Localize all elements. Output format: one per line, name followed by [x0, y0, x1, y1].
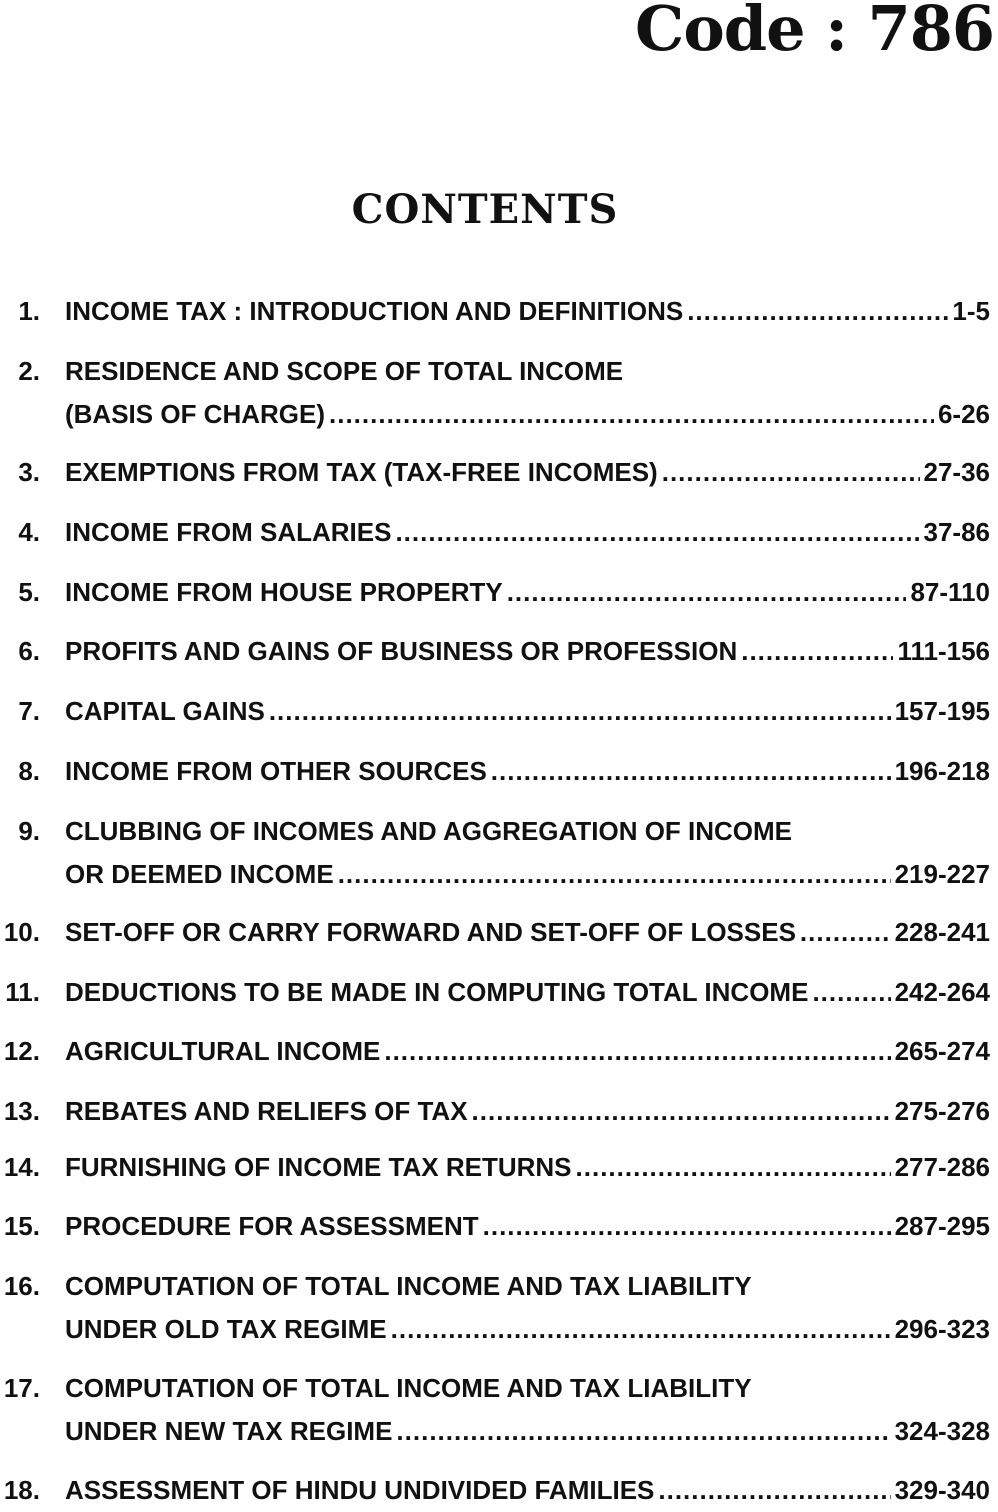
toc-entry-pages: 275-276: [894, 1096, 990, 1126]
toc-entry-title: INCOME FROM OTHER SOURCES: [65, 756, 487, 786]
toc-entry-title: AGRICULTURAL INCOME: [65, 1036, 381, 1066]
toc-entry-pages: 111-156: [897, 636, 990, 666]
dot-leader: [662, 451, 920, 494]
dot-leader: [391, 1308, 891, 1351]
dot-leader: [329, 393, 934, 436]
toc-entry-number: 16.: [3, 1271, 40, 1301]
dot-leader: [395, 511, 919, 554]
toc-entry-number: 10.: [3, 917, 40, 947]
dot-leader: [812, 971, 890, 1014]
toc-entry-pages: 196-218: [894, 756, 990, 786]
toc-entry-number: 2.: [18, 356, 40, 386]
toc-entry-title: REBATES AND RELIEFS OF TAX: [65, 1096, 468, 1126]
toc-entry-pages: 27-36: [923, 457, 990, 487]
toc-entry-title: INCOME TAX : INTRODUCTION AND DEFINITIONS: [65, 296, 684, 326]
dot-leader: [741, 630, 893, 673]
toc-entry-pages: 157-195: [894, 696, 990, 726]
toc-entry-number: 15.: [3, 1211, 40, 1241]
toc-entry-number: 3.: [18, 457, 40, 487]
toc-entry-pages: 324-328: [894, 1416, 990, 1446]
dot-leader: [269, 690, 891, 733]
toc-entry-number: 9.: [18, 816, 40, 846]
dot-leader: [687, 290, 948, 333]
toc-entry-title: UNDER NEW TAX REGIME: [65, 1416, 393, 1446]
toc-entry-pages: 296-323: [894, 1314, 990, 1344]
dot-leader: [472, 1090, 891, 1133]
toc-entry-title-line: RESIDENCE AND SCOPE OF TOTAL INCOME: [65, 356, 624, 386]
toc-entry-title: PROCEDURE FOR ASSESSMENT: [65, 1211, 479, 1241]
dot-leader: [576, 1146, 891, 1189]
toc-entry-pages: 228-241: [894, 917, 990, 947]
toc-entry-number: 6.: [18, 636, 40, 666]
dot-leader: [491, 750, 891, 793]
dot-leader: [384, 1030, 890, 1073]
toc-entry-title: EXEMPTIONS FROM TAX (TAX-FREE INCOMES): [65, 457, 658, 487]
toc-entry-title: (BASIS OF CHARGE): [65, 399, 325, 429]
contents-heading: CONTENTS: [351, 186, 619, 233]
toc-entry-title: FURNISHING OF INCOME TAX RETURNS: [65, 1152, 572, 1182]
dot-leader: [483, 1205, 891, 1248]
dot-leader: [800, 911, 891, 954]
toc-entry-pages: 1-5: [952, 296, 990, 326]
toc-entry-number: 18.: [3, 1475, 40, 1505]
toc-entry-title: UNDER OLD TAX REGIME: [65, 1314, 387, 1344]
toc-entry-title: ASSESSMENT OF HINDU UNDIVIDED FAMILIES: [65, 1475, 655, 1505]
dot-leader: [658, 1469, 890, 1512]
toc-entry-title: PROFITS AND GAINS OF BUSINESS OR PROFESSION: [65, 636, 738, 666]
toc-entry-title: SET-OFF OR CARRY FORWARD AND SET-OFF OF LOSSES: [65, 917, 796, 947]
toc-entry-number: 1.: [18, 296, 40, 326]
toc-entry-title: INCOME FROM SALARIES: [65, 517, 392, 547]
toc-entry-pages: 87-110: [910, 577, 990, 607]
toc-entry-pages: 277-286: [894, 1152, 990, 1182]
dot-leader: [507, 571, 907, 614]
toc-entry-number: 13.: [3, 1096, 40, 1126]
toc-entry-pages: 242-264: [894, 977, 990, 1007]
toc-entry-pages: 287-295: [894, 1211, 990, 1241]
toc-entry-number: 7.: [18, 696, 40, 726]
toc-entry-title: CAPITAL GAINS: [65, 696, 265, 726]
toc-entry-number: 17.: [3, 1373, 40, 1403]
toc-entry-title: OR DEEMED INCOME: [65, 859, 334, 889]
toc-entry-pages: 329-340: [894, 1475, 990, 1505]
toc-entry-title: INCOME FROM HOUSE PROPERTY: [65, 577, 503, 607]
dot-leader: [396, 1410, 890, 1453]
toc-entry-number: 12.: [3, 1036, 40, 1066]
dot-leader: [338, 853, 891, 896]
toc-entry-number: 11.: [5, 977, 40, 1007]
toc-entry-number: 14.: [3, 1152, 40, 1182]
toc-entry-title-line: COMPUTATION OF TOTAL INCOME AND TAX LIABILITY: [65, 1373, 752, 1403]
toc-entry-pages: 6-26: [937, 399, 990, 429]
toc-entry-title: DEDUCTIONS TO BE MADE IN COMPUTING TOTAL INCOME: [65, 977, 809, 1007]
toc-entry-pages: 265-274: [894, 1036, 990, 1066]
toc-entry-number: 4.: [18, 517, 40, 547]
toc-entry-number: 8.: [18, 756, 40, 786]
toc-entry-title-line: COMPUTATION OF TOTAL INCOME AND TAX LIABILITY: [65, 1271, 752, 1301]
toc-entry-number: 5.: [18, 577, 40, 607]
toc-entry-title-line: CLUBBING OF INCOMES AND AGGREGATION OF INCOME: [65, 816, 793, 846]
book-code: Code : 786: [635, 0, 994, 65]
toc-entry-pages: 219-227: [894, 859, 990, 889]
toc-entry-pages: 37-86: [923, 517, 990, 547]
